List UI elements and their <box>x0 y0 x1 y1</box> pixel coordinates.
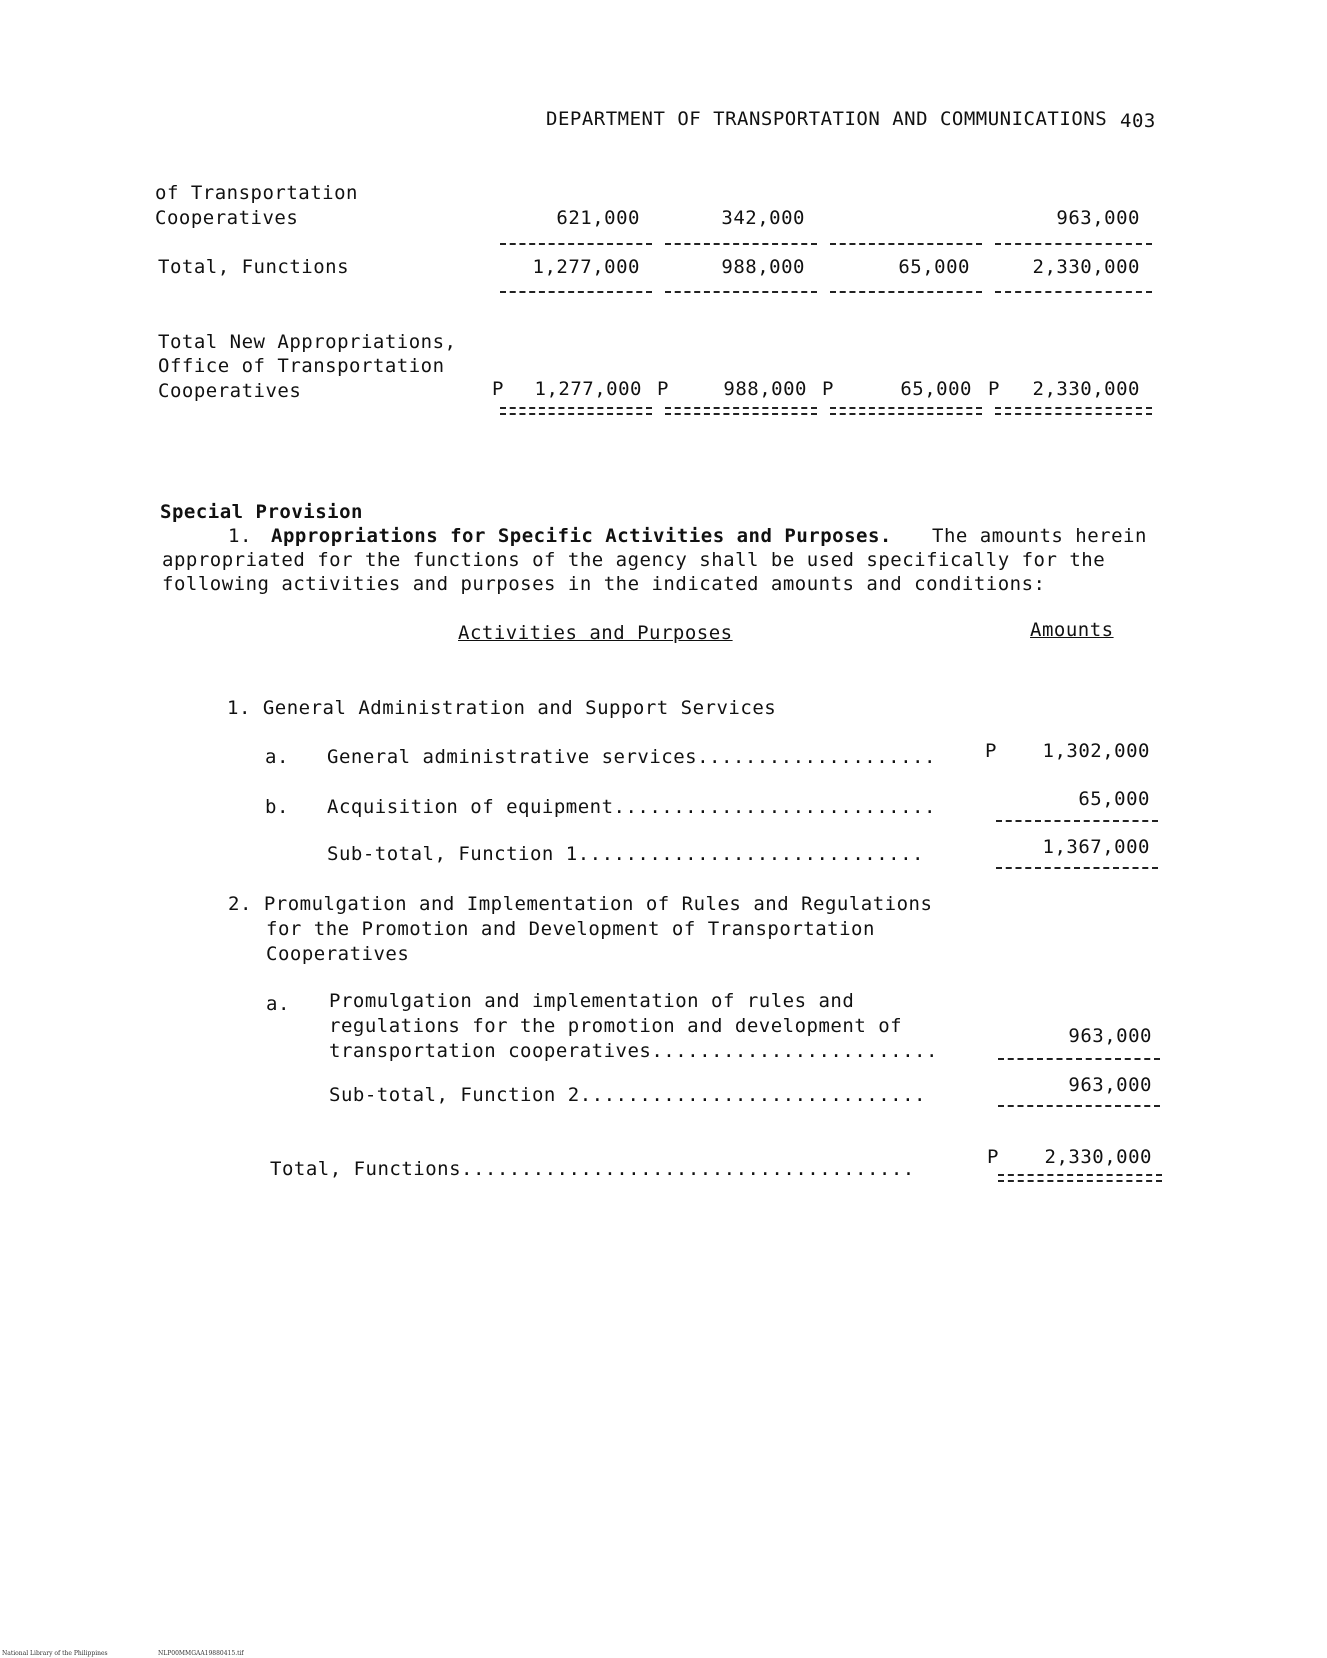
item-letter: a. <box>265 746 289 768</box>
double-rule <box>665 407 817 415</box>
cell-col2: 988,000 <box>723 378 807 400</box>
paragraph-line: appropriated for the functions of the agency shall be used specifically for the <box>162 549 1106 571</box>
column-rule <box>665 243 817 245</box>
column-heading-amounts: Amounts <box>1030 619 1114 641</box>
currency-symbol: P <box>657 378 669 400</box>
cell-col4: 963,000 <box>1056 207 1140 229</box>
amount-rule <box>996 820 1158 822</box>
item-description: Acquisition of equipment........................... <box>327 796 936 818</box>
subtotal-amount: 963,000 <box>1068 1074 1152 1096</box>
double-rule <box>830 407 982 415</box>
currency-symbol: P <box>492 378 504 400</box>
double-rule <box>995 407 1152 415</box>
currency-symbol: P <box>822 378 834 400</box>
column-heading-activities: Activities and Purposes <box>458 622 733 644</box>
item-description: General administrative services.................... <box>327 746 936 768</box>
total-amount: 2,330,000 <box>1044 1146 1152 1168</box>
provision-item-number: 1. <box>228 525 252 547</box>
item-amount: 1,302,000 <box>1042 740 1150 762</box>
subtotal-label: Sub-total, Function 2............................. <box>329 1084 926 1106</box>
column-rule <box>830 243 982 245</box>
item-amount: 65,000 <box>1078 788 1150 810</box>
row-label-line: Total, Functions <box>158 256 350 278</box>
column-rule <box>500 291 652 293</box>
amount-rule <box>998 1058 1160 1060</box>
row-label-line: Office of Transportation <box>158 355 445 377</box>
item-letter: a. <box>266 993 290 1015</box>
cell-col3: 65,000 <box>900 378 972 400</box>
provision-item-title: Appropriations for Specific Activities and Purposes. <box>271 525 892 547</box>
amount-rule <box>998 1105 1160 1107</box>
column-rule <box>995 243 1152 245</box>
row-label-line: Total New Appropriations, <box>158 331 457 353</box>
cell-col1: 1,277,000 <box>534 378 642 400</box>
double-rule <box>998 1174 1162 1182</box>
item-description: Promulgation and implementation of rules and <box>329 990 855 1012</box>
item-amount: 963,000 <box>1068 1025 1152 1047</box>
item-description: transportation cooperatives........................ <box>329 1040 938 1062</box>
function-title: 1. General Administration and Support Services <box>227 697 777 719</box>
page-header-title: DEPARTMENT OF TRANSPORTATION AND COMMUNICATIONS <box>546 108 1108 130</box>
cell-col3: 65,000 <box>898 256 970 278</box>
row-label-line: Cooperatives <box>155 207 299 229</box>
row-label-line: of Transportation <box>155 182 358 204</box>
paragraph-line: following activities and purposes in the indicated amounts and conditions: <box>162 573 1046 595</box>
footer-filename: NLP00MMGAA19880415.tif <box>158 1650 244 1657</box>
subtotal-label: Sub-total, Function 1............................. <box>327 843 924 865</box>
footer-library: National Library of the Philippines <box>2 1650 108 1657</box>
cell-col1: 1,277,000 <box>532 256 640 278</box>
row-label-line: Cooperatives <box>158 380 302 402</box>
currency-symbol: P <box>987 1146 999 1168</box>
column-rule <box>995 291 1152 293</box>
function-title: 2. Promulgation and Implementation of Rules and Regulations <box>228 893 933 915</box>
column-rule <box>665 291 817 293</box>
function-title: for the Promotion and Development of Transportation <box>266 918 875 940</box>
cell-col4: 2,330,000 <box>1032 378 1140 400</box>
amount-rule <box>996 867 1158 869</box>
cell-col2: 342,000 <box>721 207 805 229</box>
total-label: Total, Functions...................................... <box>270 1158 915 1180</box>
double-rule <box>500 407 652 415</box>
item-description: regulations for the promotion and development of <box>329 1015 903 1037</box>
item-letter: b. <box>265 796 289 818</box>
page-number: 403 <box>1120 110 1156 132</box>
column-rule <box>500 243 652 245</box>
cell-col1: 621,000 <box>556 207 640 229</box>
column-rule <box>830 291 982 293</box>
section-heading: Special Provision <box>160 501 363 523</box>
function-title: Cooperatives <box>266 943 410 965</box>
paragraph-line: The amounts herein <box>932 525 1147 547</box>
subtotal-amount: 1,367,000 <box>1042 836 1150 858</box>
cell-col4: 2,330,000 <box>1032 256 1140 278</box>
currency-symbol: P <box>988 378 1000 400</box>
currency-symbol: P <box>985 740 997 762</box>
cell-col2: 988,000 <box>721 256 805 278</box>
